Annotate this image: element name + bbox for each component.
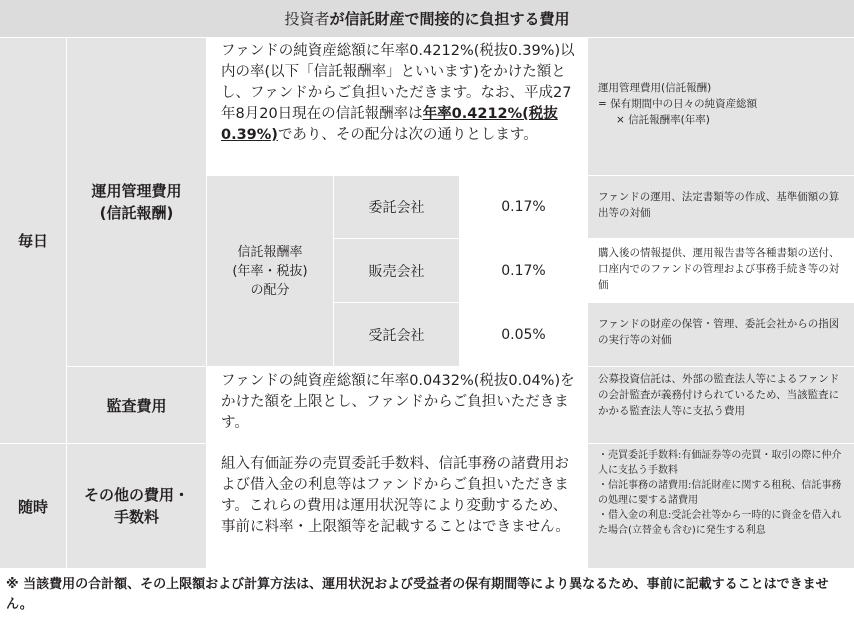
row-label-occasional <box>0 444 66 568</box>
formula-line2: = 保有期間中の日々の純資産総額 <box>598 98 758 110</box>
row-label-daily <box>0 38 66 443</box>
footnote-marker: ※ <box>6 577 19 592</box>
footnote <box>6 575 848 615</box>
allocation-note-distributor <box>588 239 854 302</box>
row-label-occasional-text: 随時 <box>17 497 48 516</box>
allocation-name-trustor <box>334 176 459 238</box>
header-ga: が <box>329 10 345 28</box>
formula-line3: × 信託報酬率(年率) <box>616 114 710 126</box>
allocation-label-line2: (年率・税抜) <box>232 263 308 279</box>
allocation-rate-distributor <box>460 239 587 302</box>
audit-fee-note <box>588 367 854 443</box>
table-header <box>0 0 854 37</box>
allocation-rate-text: 0.05% <box>501 326 546 343</box>
header-middle: 信託財産で間接的に負担する費用 <box>344 10 570 28</box>
audit-fee-label-text: 監査費用 <box>106 396 167 415</box>
management-fee-label <box>67 38 206 366</box>
formula-line1: 運用管理費用(信託報酬) <box>598 82 712 94</box>
management-fee-desc-highlight: 年率0.4212%(税抜0.39%) <box>221 106 558 143</box>
management-fee-formula <box>588 38 854 175</box>
allocation-name-text: 受託会社 <box>368 327 425 344</box>
other-fee-note-item: ・売買委託手数料:有価証券等の売買・取引の際に仲介人に支払う手数料 <box>598 450 842 476</box>
audit-fee-note-text: 公募投資信託は、外部の監査法人等によるファンドの会計監査が義務付けられているため、当該監査にかかる監査法人等に支払う費用 <box>598 373 840 417</box>
other-fee-label <box>67 444 206 568</box>
row-label-daily-text: 毎日 <box>17 232 48 250</box>
management-fee-label-line2: (信託報酬) <box>99 204 174 222</box>
allocation-name-text: 委託会社 <box>368 200 425 216</box>
allocation-name-trustee <box>334 303 459 366</box>
audit-fee-label <box>67 367 206 443</box>
allocation-name-text: 販売会社 <box>368 263 425 280</box>
allocation-note-text: ファンドの財産の保管・管理、委託会社からの指図の実行等の対価 <box>598 318 840 346</box>
management-fee-description <box>207 38 587 175</box>
allocation-name-distributor <box>334 239 459 302</box>
allocation-label-line3: の配分 <box>250 282 290 298</box>
other-fee-label-line1: その他の費用・ <box>83 486 189 504</box>
allocation-label-line1: 信託報酬率 <box>237 244 303 260</box>
other-fee-label-line2: 手数料 <box>113 508 159 526</box>
other-fee-notes <box>588 444 854 568</box>
allocation-note-text: ファンドの運用、法定書類等の作成、基準価額の算出等の対価 <box>598 191 840 219</box>
other-fee-note-item: ・信託事務の諸費用:信託財産に関する租税、信託事務の処理に要する諸費用 <box>598 480 842 506</box>
allocation-rate-text: 0.17% <box>501 262 546 279</box>
other-fee-description <box>207 444 587 568</box>
header-prefix: 投資者 <box>284 10 330 28</box>
other-fee-note-item: ・借入金の利息:受託会社等から一時的に資金を借入れた場合(立替金も含む)に発生する利息 <box>598 510 842 536</box>
audit-fee-description <box>207 367 587 443</box>
allocation-rate-trustee <box>460 303 587 366</box>
management-fee-label-line1: 運用管理費用 <box>91 182 182 200</box>
allocation-note-trustee <box>588 303 854 366</box>
allocation-rate-text: 0.17% <box>501 199 546 215</box>
allocation-note-text: 購入後の情報提供、運用報告書等各種書類の送付、口座内でのファンドの管理および事務手続き等の対価 <box>598 247 840 291</box>
allocation-label <box>207 176 333 366</box>
management-fee-desc-post: であり、その配分は次の通りとします。 <box>277 127 538 143</box>
allocation-rate-trustor <box>460 176 587 238</box>
audit-fee-description-text: ファンドの純資産総額に年率0.0432%(税抜0.04%)をかけた額を上限とし、ファンドからご負担いただきます。 <box>221 373 575 431</box>
management-fee-desc-pre: ファンドの純資産総額に年率0.4212%(税抜0.39%)以内の率(以下「信託報酬率」といいます)をかけた額とし、ファンドからご負担いただきます。なお、平成27年8月20日現在の信託報酬率は <box>221 43 575 122</box>
allocation-note-trustor <box>588 176 854 238</box>
other-fee-description-text: 組入有価証券の売買委託手数料、信託事務の諸費用および借入金の利息等はファンドからご負担いただきます。これらの費用は運用状況等により変動するため、事前に料率・上限額等を記載することはできません。 <box>221 456 570 535</box>
footnote-text: 当該費用の合計額、その上限額および計算方法は、運用状況および受益者の保有期間等により異なるため、事前に記載することはできません。 <box>6 577 829 612</box>
